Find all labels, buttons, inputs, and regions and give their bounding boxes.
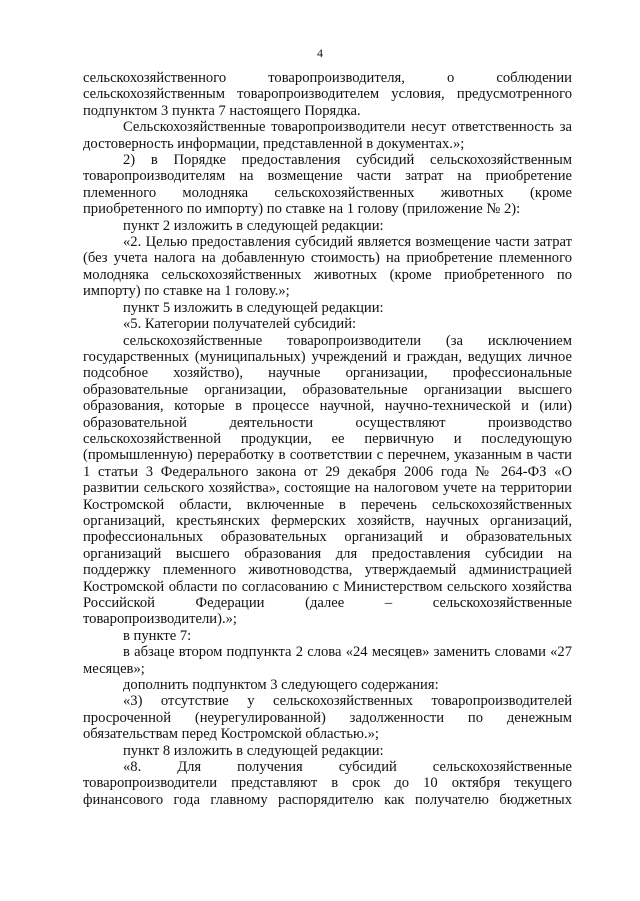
paragraph: дополнить подпунктом 3 следующего содержания: [123,677,439,694]
page-number: 4 [317,46,323,60]
paragraph: пункт 8 изложить в следующей редакции: [123,742,384,759]
paragraph: в пункте 7: [123,627,192,644]
paragraph: «2. Целью предоставления субсидий является возмещение части затрат (без учета налога на добавленную стоимость) на приобретение племенного молодняка сельскохозяйственных животных (кроме приобретенного по импорту) по ставке на 1 голову.»; [83,234,572,300]
paragraph: Сельскохозяйственные товаропроизводители несут ответственность за достоверность информации, представленной в документах.»; [83,119,572,152]
paragraph: сельскохозяйственные товаропроизводители (за исключением государственных (муниципальных) учреждений и граждан, ведущих личное подсобное хозяйство), научные организации, профессиональные образовательные организации, образовательные организации высшего образования, которые в процессе научной, научно-технической и (или) образовательной деятельности осуществляют производство сельскохозяйственной продукции, ее первичную и последующую (промышленную) переработку в соответствии с перечнем, указанным в части 1 статьи 3 Федерального закона от 29 декабря 2006 года № 264-ФЗ «О развитии сельского хозяйства», состоящие на налоговом учете на территории Костромской области, включенные в перечень сельскохозяйственных организаций, крестьянских фермерских хозяйств, научных организаций, профессиональных образовательных организаций и образовательных организаций высшего образования для предоставления субсидии на поддержку племенного животноводства, утверждаемый администрацией Костромской области по согласованию с Министерством сельского хозяйства Российской Федерации (далее – сельскохозяйственные товаропроизводители).»; [83,332,572,628]
paragraph: в абзаце втором подпункта 2 слова «24 месяцев» заменить словами «27 месяцев»; [83,644,572,677]
paragraph: «3) отсутствие у сельскохозяйственных товаропроизводителей просроченной (неурегулированной) задолженности по денежным обязательствам перед Костромской областью.»; [83,693,572,743]
paragraph: пункт 5 изложить в следующей редакции: [123,299,384,316]
paragraph: «8. Для получения субсидий сельскохозяйственные товаропроизводители представляют в срок до 10 октября текущего финансового года главному распорядителю как получателю бюджетных [83,759,572,808]
paragraph: «5. Категории получателей субсидий: [123,316,357,333]
document-body [83,70,572,808]
paragraph: 2) в Порядке предоставления субсидий сельскохозяйственным товаропроизводителям на возмещение части затрат на приобретение племенного молодняка сельскохозяйственных животных (кроме приобретенного по импорту) по ставке на 1 голову (приложение № 2): [83,152,572,218]
paragraph: пункт 2 изложить в следующей редакции: [123,217,384,234]
paragraph: сельскохозяйственного товаропроизводителя, о соблюдении сельскохозяйственным товаропроизводителем условия, предусмотренного подпунктом 3 пункта 7 настоящего Порядка. [83,70,572,119]
